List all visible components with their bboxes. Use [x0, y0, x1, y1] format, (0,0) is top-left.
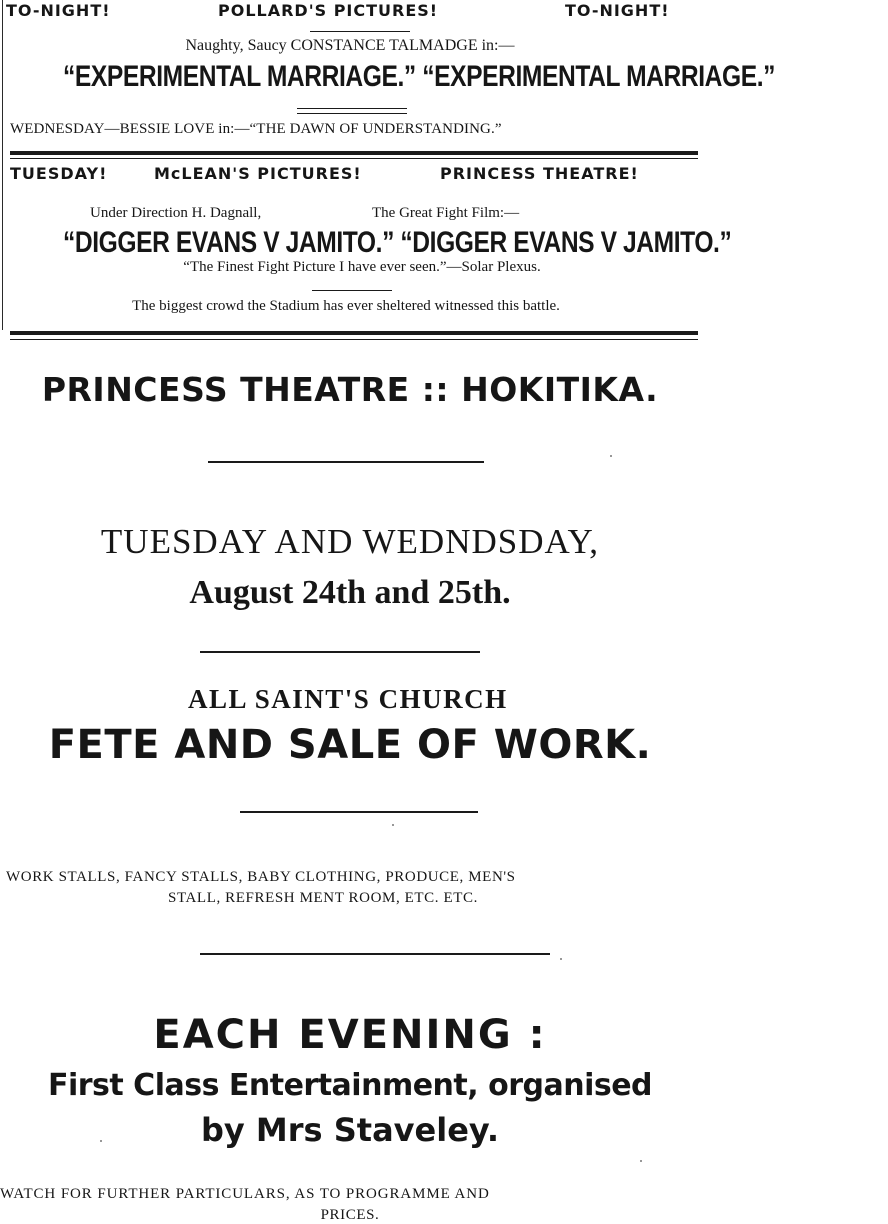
- wednesday-line: WEDNESDAY—BESSIE LOVE in:—“THE DAWN OF UNDERSTANDING.”: [10, 121, 502, 137]
- princess-theatre-label: PRINCESS THEATRE!: [440, 164, 639, 183]
- print-speck: [392, 824, 394, 826]
- watch-line-2: PRICES.: [320, 1207, 380, 1223]
- short-divider: [297, 113, 407, 114]
- section-divider: [10, 151, 698, 155]
- tonight-right-label: TO-NIGHT!: [565, 1, 670, 20]
- each-evening-headline: EACH EVENING :: [153, 1012, 547, 1058]
- short-divider: [208, 461, 484, 463]
- pollards-header-row: [0, 1, 700, 23]
- event-days: TUESDAY AND WEDNDSDAY,: [100, 522, 600, 561]
- talmadge-intro: Naughty, Saucy CONSTANCE TALMADGE in:—: [185, 37, 515, 54]
- venue-headline: PRINCESS THEATRE :: HOKITIKA.: [41, 370, 659, 409]
- tuesday-label: TUESDAY!: [10, 164, 108, 183]
- short-divider: [240, 811, 478, 813]
- entertainment-line-2: by Mrs Staveley.: [201, 1111, 499, 1149]
- digger-evans-feature: [0, 226, 732, 260]
- short-divider: [310, 31, 410, 32]
- print-speck: [560, 958, 562, 960]
- entertainment-line-1: First Class Entertainment, organised: [47, 1068, 653, 1103]
- fight-quote: “The Finest Fight Picture I have ever seen.”—Solar Plexus.: [183, 259, 541, 275]
- direction-row: [0, 205, 700, 225]
- digger-evans-text: “DIGGER EVANS V JAMITO.” “DIGGER EVANS V JAMITO.”: [63, 226, 732, 259]
- section-divider-thin: [10, 158, 698, 159]
- church-name: ALL SAINT'S CHURCH: [188, 684, 508, 714]
- stalls-line-1: WORK STALLS, FANCY STALLS, BABY CLOTHING, PRODUCE, MEN'S: [6, 869, 516, 885]
- section-divider: [10, 331, 698, 335]
- pollards-title: POLLARD'S PICTURES!: [218, 1, 439, 20]
- short-divider: [297, 108, 407, 109]
- watch-line-1: WATCH FOR FURTHER PARTICULARS, AS TO PROGRAMME AND: [0, 1186, 490, 1202]
- fete-headline: FETE AND SALE OF WORK.: [48, 722, 652, 768]
- direction-text: Under Direction H. Dagnall,: [90, 205, 262, 221]
- mcleans-header-row: [0, 164, 700, 186]
- fight-film-intro: The Great Fight Film:—: [372, 205, 520, 221]
- event-dates: August 24th and 25th.: [189, 574, 511, 611]
- short-divider: [200, 953, 550, 955]
- mcleans-title: McLEAN'S PICTURES!: [154, 164, 362, 183]
- print-speck: [100, 1140, 102, 1142]
- tonight-left-label: TO-NIGHT!: [6, 1, 111, 20]
- print-speck: [610, 455, 612, 457]
- print-speck: [640, 1160, 642, 1162]
- short-divider: [200, 651, 480, 653]
- stadium-crowd-line: The biggest crowd the Stadium has ever sheltered witnessed this battle.: [132, 298, 560, 314]
- stalls-line-2: STALL, REFRESH MENT ROOM, ETC. ETC.: [168, 890, 478, 906]
- experimental-marriage-text: “EXPERIMENTAL MARRIAGE.” “EXPERIMENTAL MARRIAGE.”: [63, 60, 776, 93]
- section-divider-thin: [10, 339, 698, 340]
- short-divider: [312, 290, 392, 291]
- experimental-marriage-feature: [0, 60, 776, 94]
